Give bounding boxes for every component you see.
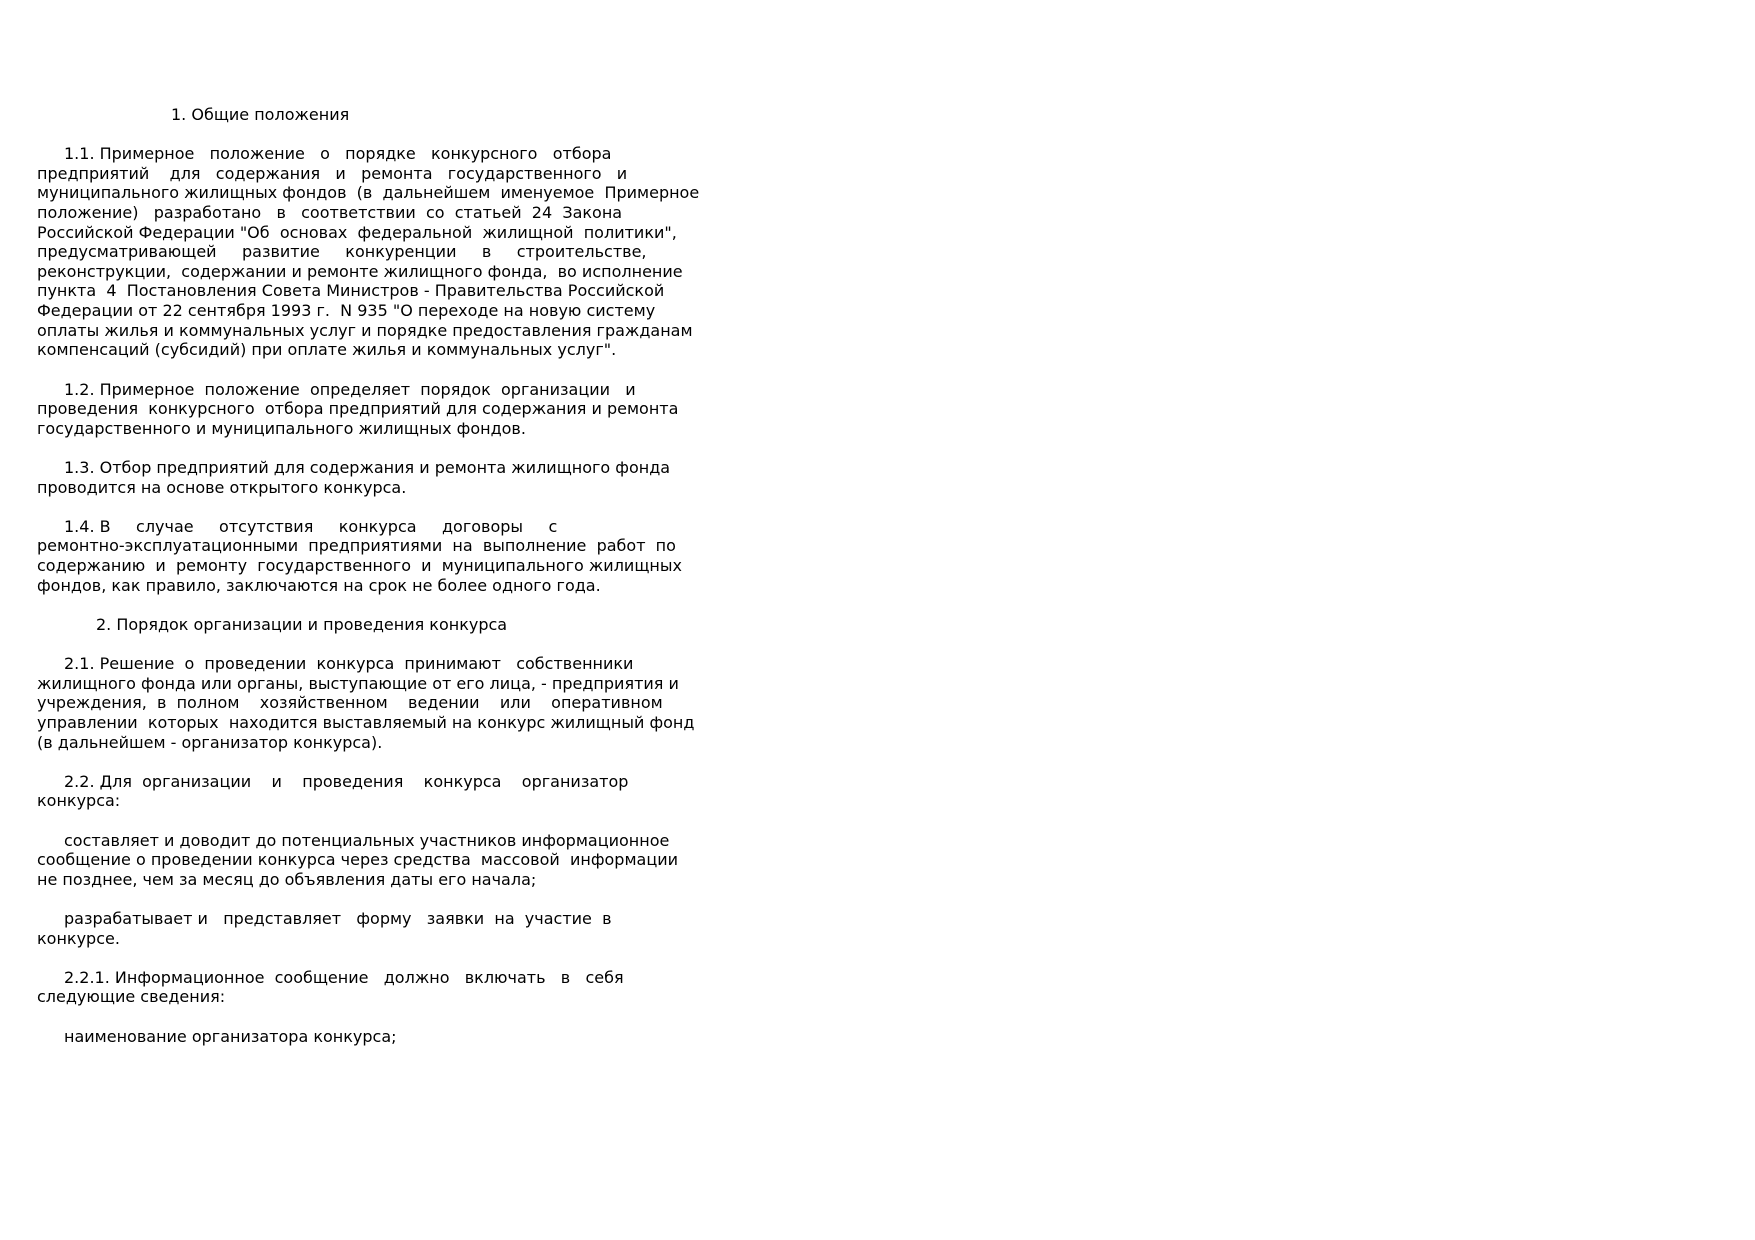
paragraph-line: содержанию и ремонту государственного и муниципального жилищных [37, 556, 682, 576]
paragraph-line: пункта 4 Постановления Совета Министров - Правительства Российской [37, 281, 665, 301]
paragraph-line: Федерации от 22 сентября 1993 г. N 935 "О переходе на новую систему [37, 301, 656, 321]
paragraph-line: разрабатывает и представляет форму заявки на участие в [64, 908, 612, 928]
paragraph-line: учреждения, в полном хозяйственном ведении или оперативном [37, 693, 663, 713]
paragraph-line: наименование организатора конкурса; [64, 1026, 397, 1046]
paragraph-line: государственного и муниципального жилищных фондов. [37, 418, 526, 438]
paragraph-line: 2.2. Для организации и проведения конкурса организатор [64, 771, 629, 791]
paragraph-line: (в дальнейшем - организатор конкурса). [37, 732, 383, 752]
paragraph-line: жилищного фонда или органы, выступающие от его лица, - предприятия и [37, 673, 679, 693]
paragraph-line: фондов, как правило, заключаются на срок не более одного года. [37, 575, 601, 595]
blank-line [37, 752, 699, 772]
paragraph-line: Российской Федерации "Об основах федеральной жилищной политики", [37, 222, 677, 242]
paragraph-line: составляет и доводит до потенциальных участников информационное [64, 830, 670, 850]
paragraph-line: 1.3. Отбор предприятий для содержания и ремонта жилищного фонда [64, 457, 671, 477]
paragraph-line: следующие сведения: [37, 987, 226, 1007]
paragraph-line: не позднее, чем за месяц до объявления даты его начала; [37, 869, 537, 889]
paragraph-line: предприятий для содержания и ремонта государственного и [37, 163, 628, 183]
paragraph-line: конкурса: [37, 791, 121, 811]
paragraph-line: сообщение о проведении конкурса через средства массовой информации [37, 850, 679, 870]
blank-line [37, 595, 699, 615]
paragraph-line: 1.4. В случае отсутствия конкурса договоры с [64, 516, 558, 536]
paragraph-line: 2.2.1. Информационное сообщение должно включать в себя [64, 967, 624, 987]
blank-line [37, 360, 699, 380]
paragraph-line: реконструкции, содержании и ремонте жилищного фонда, во исполнение [37, 261, 683, 281]
paragraph-line: конкурсе. [37, 928, 120, 948]
section-heading: 1. Общие положения [171, 105, 350, 124]
blank-line [37, 125, 699, 145]
blank-line [37, 948, 699, 968]
blank-line [37, 889, 699, 909]
paragraph-line: 2.1. Решение о проведении конкурса принимают собственники [64, 654, 634, 674]
section-heading: 2. Порядок организации и проведения конкурса [96, 614, 508, 634]
paragraph-line: муниципального жилищных фондов (в дальнейшем именуемое Примерное [37, 183, 700, 203]
paragraph-line: ремонтно-эксплуатационными предприятиями на выполнение работ по [37, 536, 676, 556]
blank-line [37, 438, 699, 458]
paragraph-line: оплаты жилья и коммунальных услуг и порядке предоставления гражданам [37, 320, 693, 340]
blank-line [37, 1007, 699, 1027]
blank-line [37, 634, 699, 654]
paragraph-line: управлении которых находится выставляемый на конкурс жилищный фонд [37, 712, 695, 732]
paragraph-line: 1.2. Примерное положение определяет порядок организации и [64, 379, 636, 399]
blank-line [37, 811, 699, 831]
blank-line [37, 497, 699, 517]
document-body [37, 105, 699, 1046]
paragraph-line: проводится на основе открытого конкурса. [37, 477, 407, 497]
paragraph-line: 1.1. Примерное положение о порядке конкурсного отбора [64, 144, 612, 164]
paragraph-line: проведения конкурсного отбора предприятий для содержания и ремонта [37, 399, 679, 419]
paragraph-line: положение) разработано в соответствии со статьей 24 Закона [37, 203, 623, 223]
paragraph-line: компенсаций (субсидий) при оплате жилья и коммунальных услуг". [37, 340, 617, 360]
paragraph-line: предусматривающей развитие конкуренции в строительстве, [37, 242, 647, 262]
